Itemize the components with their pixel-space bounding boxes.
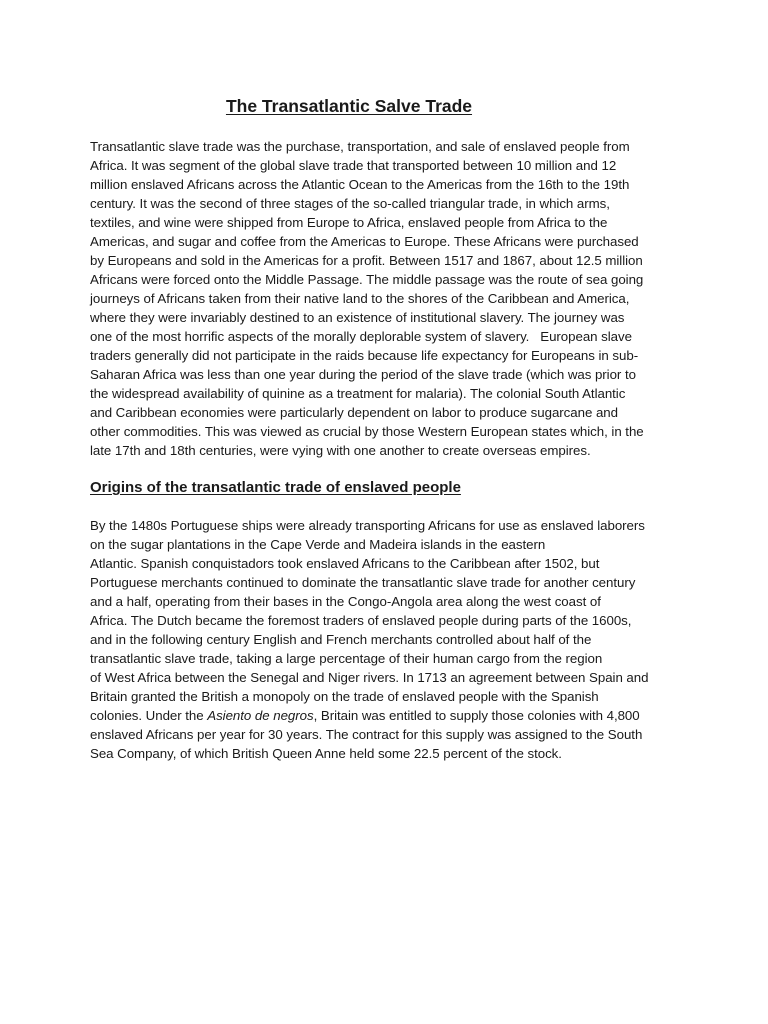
paragraph-line: Portuguese merchants continued to dominate the transatlantic slave trade for another century: [90, 575, 636, 590]
paragraph-line: textiles, and wine were shipped from Europe to Africa, enslaved people from Africa to the: [90, 215, 608, 230]
paragraph-line: Saharan Africa was less than one year during the period of the slave trade (which was prior to: [90, 367, 636, 382]
paragraph-line: and in the following century English and French merchants controlled about half of the: [90, 632, 592, 647]
paragraph-line-with-italic: [90, 706, 684, 725]
paragraph-line: journeys of Africans taken from their native land to the shores of the Caribbean and America,: [90, 291, 630, 306]
paragraph-line: Transatlantic slave trade was the purchase, transportation, and sale of enslaved people from: [90, 139, 630, 154]
paragraph-line: other commodities. This was viewed as crucial by those Western European states which, in the: [90, 424, 644, 439]
paragraph-line: Atlantic. Spanish conquistadors took enslaved Africans to the Caribbean after 1502, but: [90, 556, 600, 571]
paragraph-line: and a half, operating from their bases in the Congo-Angola area along the west coast of: [90, 594, 601, 609]
paragraph-line: Africa. It was segment of the global slave trade that transported between 10 million and 12: [90, 158, 617, 173]
paragraph-line: one of the most horrific aspects of the morally deplorable system of slavery. European slave: [90, 329, 632, 344]
intro-paragraph: [90, 137, 684, 460]
paragraph-line: traders generally did not participate in the raids because life expectancy for Europeans in sub-: [90, 348, 639, 363]
line-text: colonies. Under the: [90, 708, 208, 723]
paragraph-line: Sea Company, of which British Queen Anne held some 22.5 percent of the stock.: [90, 746, 562, 761]
paragraph-line: enslaved Africans per year for 30 years. The contract for this supply was assigned to the South: [90, 727, 643, 742]
paragraph-line: Africans were forced onto the Middle Passage. The middle passage was the route of sea going: [90, 272, 644, 287]
paragraph-line: Africa. The Dutch became the foremost traders of enslaved people during parts of the 1600s,: [90, 613, 632, 628]
italic-term: Asiento de negros: [207, 708, 314, 723]
paragraph-line: and Caribbean economies were particularly dependent on labor to produce sugarcane and: [90, 405, 618, 420]
paragraph-line: By the 1480s Portuguese ships were already transporting Africans for use as enslaved laborers: [90, 518, 645, 533]
paragraph-line: by Europeans and sold in the Americas for a profit. Between 1517 and 1867, about 12.5 million: [90, 253, 643, 268]
paragraph-line: the widespread availability of quinine as a treatment for malaria). The colonial South Atlantic: [90, 386, 626, 401]
paragraph-line: of West Africa between the Senegal and Niger rivers. In 1713 an agreement between Spain and: [90, 670, 649, 685]
paragraph-line: Americas, and sugar and coffee from the Americas to Europe. These Africans were purchased: [90, 234, 639, 249]
paragraph-line: million enslaved Africans across the Atlantic Ocean to the Americas from the 16th to the 19th: [90, 177, 630, 192]
line-text: , Britain was entitled to supply those colonies with 4,800: [313, 708, 640, 723]
section-heading: Origins of the transatlantic trade of enslaved people: [90, 479, 461, 496]
origins-paragraph: [90, 516, 684, 763]
paragraph-line: Britain granted the British a monopoly on the trade of enslaved people with the Spanish: [90, 689, 599, 704]
paragraph-line: late 17th and 18th centuries, were vying with one another to create overseas empires.: [90, 443, 591, 458]
paragraph-line: century. It was the second of three stages of the so-called triangular trade, in which arms,: [90, 196, 610, 211]
paragraph-line: where they were invariably destined to an existence of institutional slavery. The journey was: [90, 310, 625, 325]
paragraph-line: transatlantic slave trade, taking a large percentage of their human cargo from the region: [90, 651, 603, 666]
page-title: The Transatlantic Salve Trade: [225, 96, 473, 116]
paragraph-line: on the sugar plantations in the Cape Verde and Madeira islands in the eastern: [90, 537, 546, 552]
